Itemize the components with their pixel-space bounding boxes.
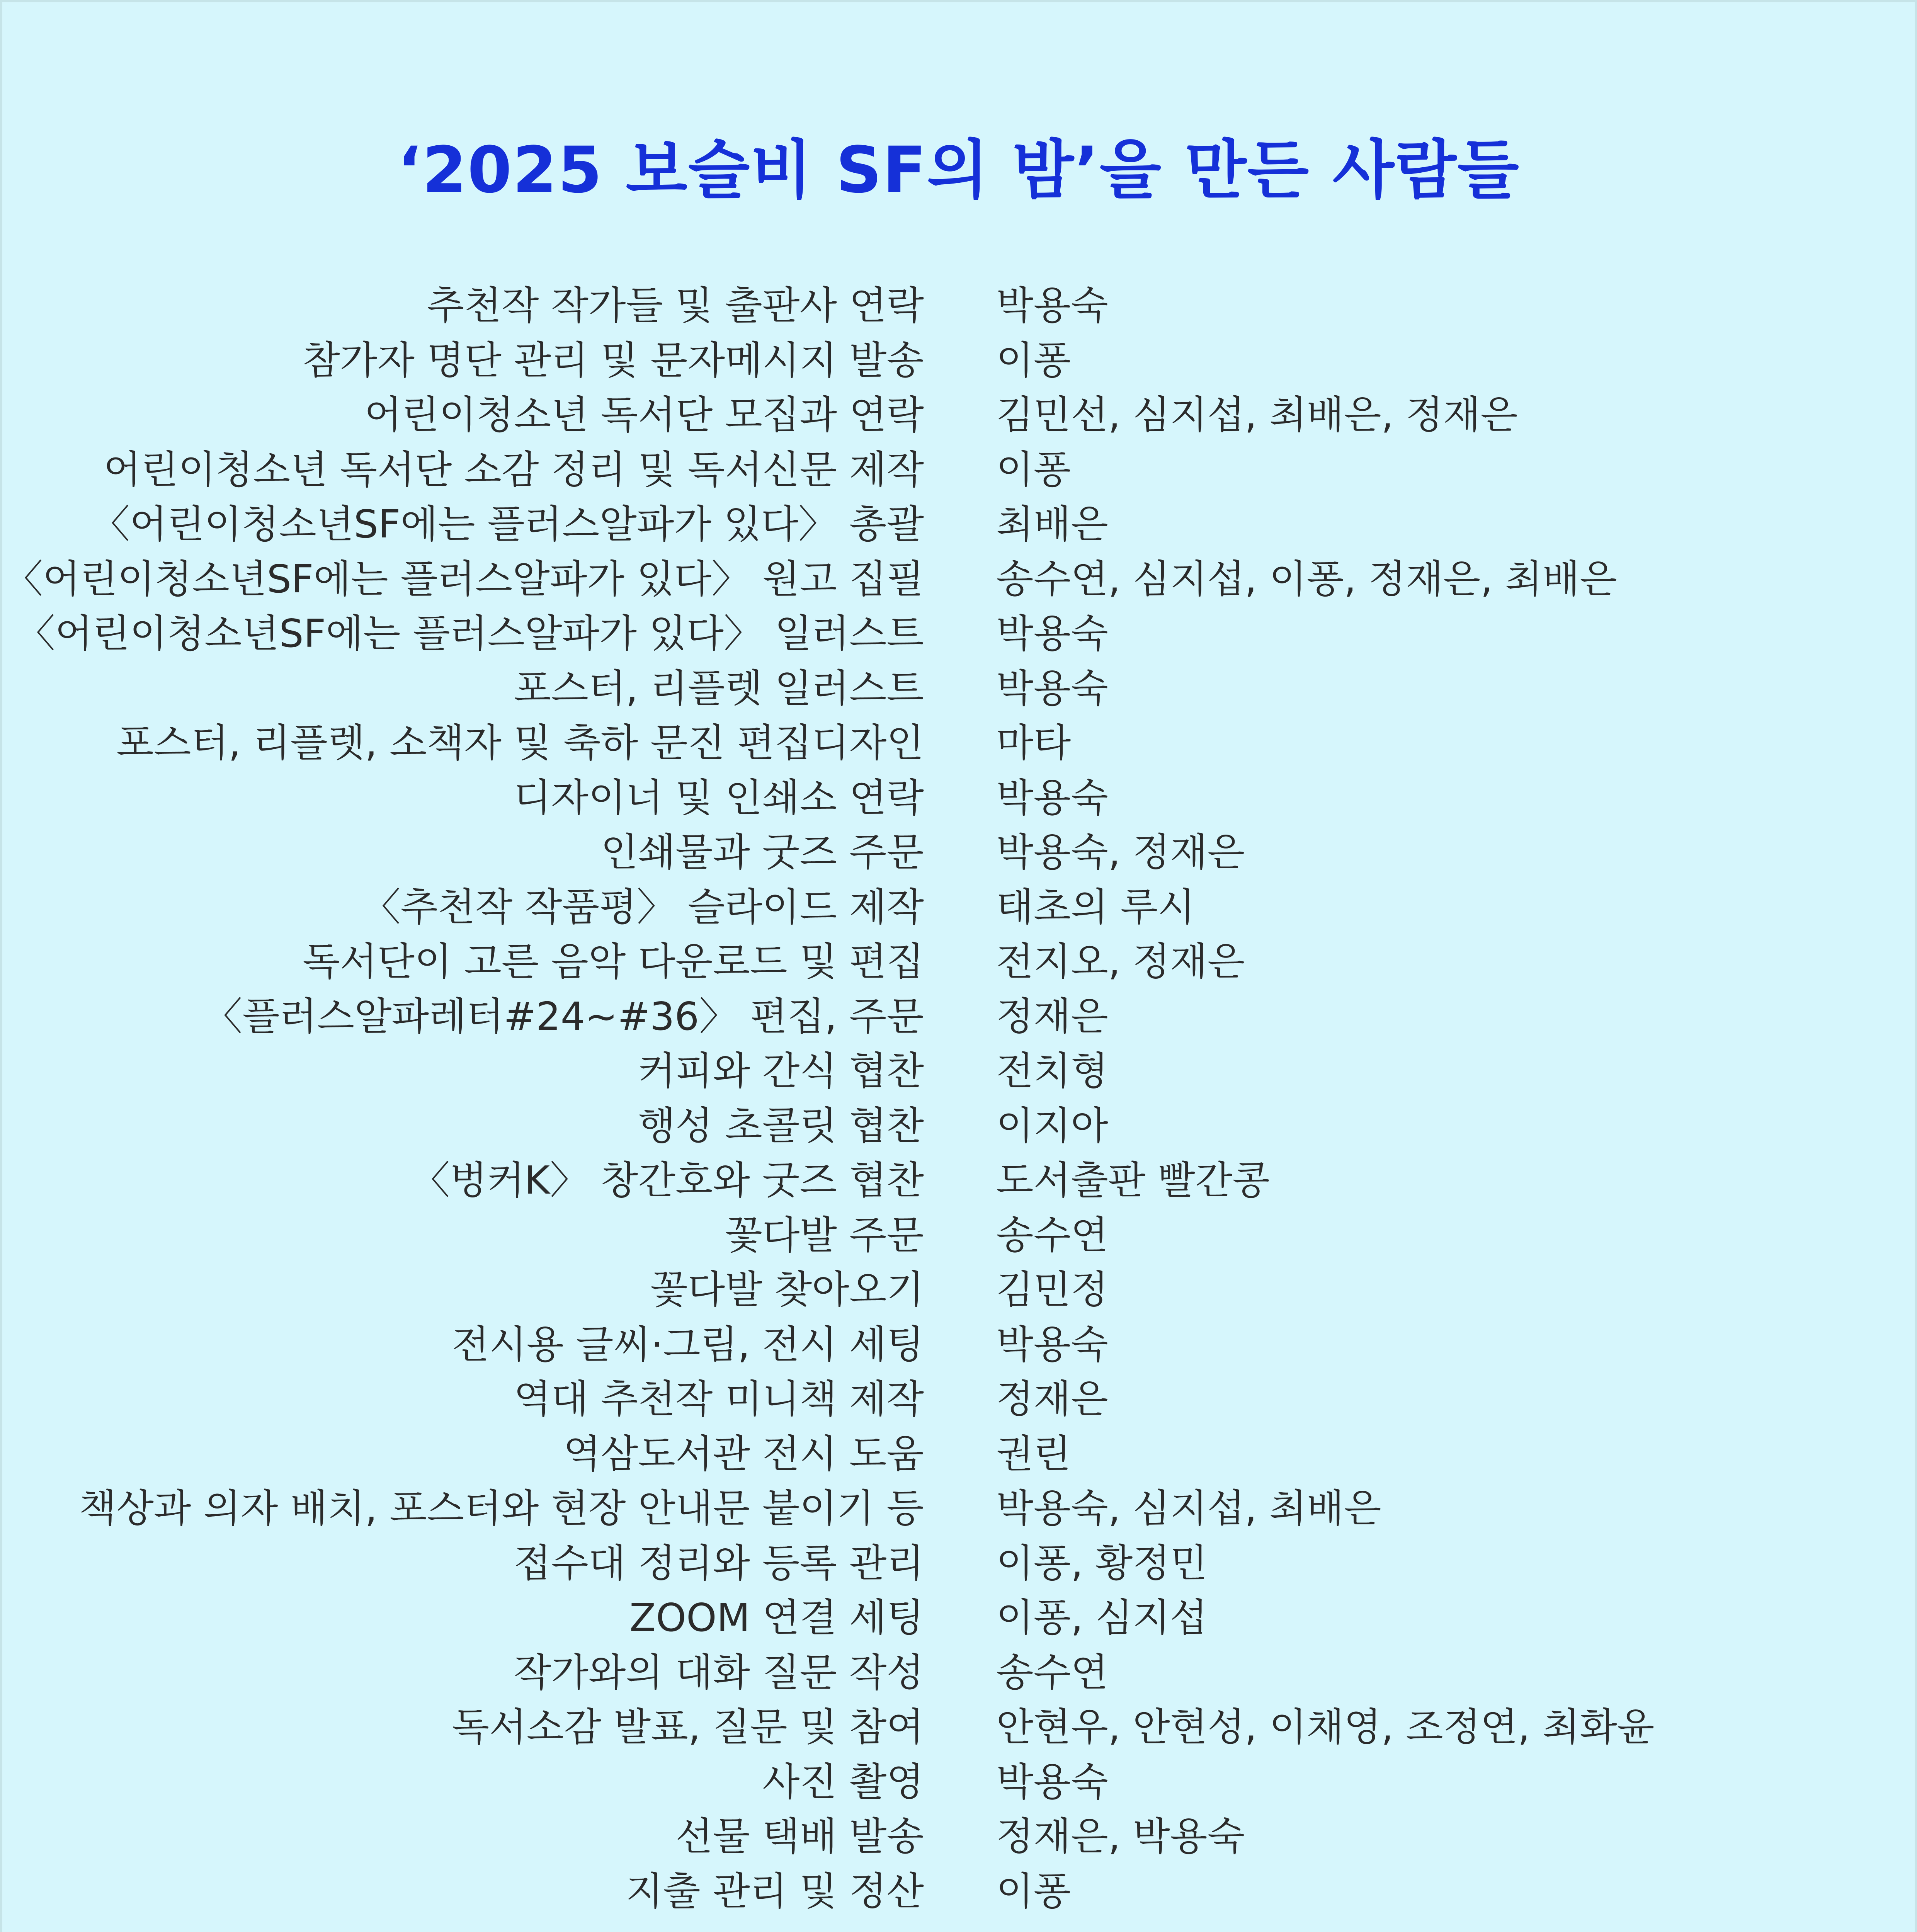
credit-row [0, 552, 1917, 607]
credit-row [0, 1153, 1917, 1208]
credit-role: 〈플러스알파레터#24~#36〉 편집, 주문 [204, 993, 924, 1039]
credit-row [0, 1809, 1917, 1864]
credit-row [0, 1700, 1917, 1755]
credit-row [0, 1536, 1917, 1591]
credit-row [0, 934, 1917, 989]
credit-names: 정재은, 박용숙 [996, 1814, 1245, 1859]
credit-row [0, 880, 1917, 935]
credit-role: 역삼도서관 전시 도움 [563, 1431, 924, 1476]
credit-row [0, 333, 1917, 388]
credit-names: 김민정 [996, 1267, 1108, 1312]
credit-row [0, 606, 1917, 661]
credit-row [0, 716, 1917, 770]
credit-row [0, 1208, 1917, 1263]
credit-names: 전지오, 정재은 [996, 939, 1245, 984]
credit-names: 이지아 [996, 1103, 1108, 1148]
credit-names: 박용숙 [996, 611, 1108, 656]
credit-role: 포스터, 리플렛 일러스트 [514, 665, 924, 711]
credit-row [0, 1044, 1917, 1099]
credit-role: 커피와 간식 협찬 [638, 1048, 924, 1094]
credit-role: 〈어린이청소년SF에는 플러스알파가 있다〉 원고 집필 [4, 556, 924, 602]
credit-names: 송수연, 심지섭, 이퐁, 정재은, 최배은 [996, 556, 1617, 602]
credit-names: 이퐁, 황정민 [996, 1540, 1208, 1586]
credit-row [0, 497, 1917, 552]
credit-names: 최배은 [996, 502, 1108, 547]
credit-names: 이퐁 [996, 337, 1071, 383]
credit-row [0, 661, 1917, 716]
credit-role: 디자이너 및 인쇄소 연락 [514, 775, 924, 820]
credit-role: 독서단이 고른 음악 다운로드 및 편집 [303, 939, 924, 984]
credit-names: 박용숙 [996, 1759, 1108, 1804]
credit-names: 박용숙 [996, 1321, 1108, 1367]
credit-role: 전시용 글씨·그림, 전시 세팅 [452, 1321, 924, 1367]
credit-row [0, 1372, 1917, 1427]
credit-row [0, 1755, 1917, 1810]
credit-row [0, 1099, 1917, 1153]
page-title: ‘2025 보슬비 SF의 밤’을 만든 사람들 [397, 133, 1520, 207]
credit-row [0, 388, 1917, 442]
credit-role: 사진 촬영 [762, 1759, 924, 1804]
credit-row [0, 989, 1917, 1044]
credit-role: 꽃다발 주문 [725, 1212, 924, 1258]
credit-role: 작가와의 대화 질문 작성 [514, 1650, 924, 1695]
credits-list [0, 278, 1917, 1932]
credit-role: 접수대 정리와 등록 관리 [514, 1540, 924, 1586]
credit-names: 안현우, 안현성, 이채영, 조정연, 최화윤 [996, 1704, 1655, 1750]
credit-names: 이퐁 [996, 447, 1071, 492]
credit-role: 〈어린이청소년SF에는 플러스알파가 있다〉 총괄 [91, 502, 924, 547]
credit-role: 〈추천작 작품평〉 슬라이드 제작 [362, 884, 924, 930]
credit-role: 어린이청소년 독서단 소감 정리 및 독서신문 제작 [104, 447, 924, 492]
credit-role: 참가자 명단 관리 및 문자메시지 발송 [303, 337, 924, 383]
credit-names: 박용숙, 심지섭, 최배은 [996, 1486, 1381, 1531]
credit-names: 마타 [996, 720, 1071, 765]
credit-role: 책상과 의자 배치, 포스터와 현장 안내문 붙이기 등 [79, 1486, 924, 1531]
credit-row [0, 1590, 1917, 1645]
credit-names: 송수연 [996, 1650, 1108, 1695]
credit-names: 박용숙, 정재은 [996, 830, 1245, 875]
credit-names: 박용숙 [996, 775, 1108, 820]
credit-row [0, 1645, 1917, 1700]
credit-names: 권린 [996, 1431, 1071, 1476]
credit-names: 이퐁 [996, 1868, 1071, 1914]
credit-names: 태초의 루시 [996, 884, 1195, 930]
credit-role: 〈어린이청소년SF에는 플러스알파가 있다〉 일러스트 [16, 611, 924, 656]
credit-names: 도서출판 빨간콩 [996, 1158, 1270, 1203]
credit-row [0, 1317, 1917, 1372]
credit-role: 인쇄물과 굿즈 주문 [600, 830, 924, 875]
credit-names: 전치형 [996, 1048, 1108, 1094]
credit-role: ZOOM 연결 세팅 [629, 1595, 924, 1640]
credit-role: 꽃다발 찾아오기 [650, 1267, 924, 1312]
credit-row [0, 1427, 1917, 1481]
credit-names: 김민선, 심지섭, 최배은, 정재은 [996, 392, 1518, 437]
credit-names: 박용숙 [996, 283, 1108, 328]
credit-role: 어린이청소년 독서단 모집과 연락 [364, 392, 924, 437]
credit-row [0, 770, 1917, 825]
credit-row [0, 278, 1917, 333]
credit-names: 정재은 [996, 993, 1108, 1039]
credit-names: 정재은 [996, 1376, 1108, 1422]
credit-role: 지출 관리 및 정산 [626, 1868, 924, 1914]
credit-role: 행성 초콜릿 협찬 [638, 1103, 924, 1148]
credit-role: 포스터, 리플렛, 소책자 및 축하 문진 편집디자인 [116, 720, 924, 765]
credit-row [0, 1864, 1917, 1919]
credit-row [0, 1481, 1917, 1536]
credit-row [0, 442, 1917, 497]
credit-row [0, 825, 1917, 880]
credit-names: 이퐁, 심지섭 [996, 1595, 1208, 1640]
credit-role: 역대 추천작 미니책 제작 [514, 1376, 924, 1422]
credit-names: 송수연 [996, 1212, 1108, 1258]
credit-role: 〈벙커K〉 창간호와 굿즈 협찬 [411, 1158, 924, 1203]
credit-row [0, 1262, 1917, 1317]
credit-role: 추천작 작가들 및 출판사 연락 [427, 283, 924, 328]
credit-role: 독서소감 발표, 질문 및 참여 [452, 1704, 924, 1750]
credit-names: 박용숙 [996, 665, 1108, 711]
credit-role: 선물 택배 발송 [675, 1814, 924, 1859]
section-gap [0, 1918, 1917, 1932]
